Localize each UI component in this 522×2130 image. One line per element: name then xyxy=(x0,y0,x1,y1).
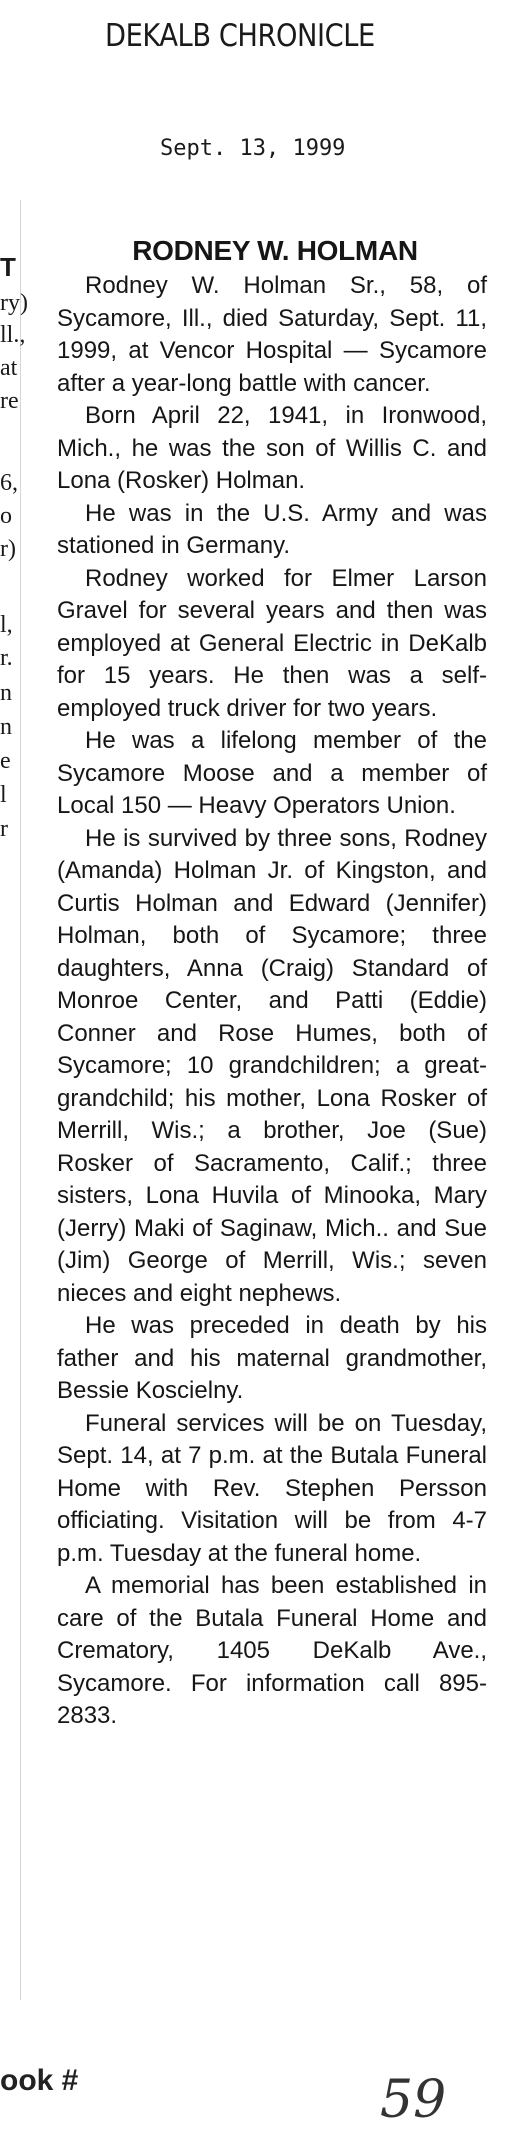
left-fragment: 6, xyxy=(0,470,18,496)
left-fragment: n xyxy=(0,680,12,706)
left-fragment: o xyxy=(0,503,12,529)
left-fragment: ry) xyxy=(0,290,28,316)
article-headline: RODNEY W. HOLMAN xyxy=(132,235,418,266)
article-paragraph: Funeral services will be on Tuesday, Sept. 14, at 7 p.m. at the Butala Funeral Home with Rev. Stephen Persson officiating. Visitation will be from 4-7 p.m. Tuesday at the funeral home. xyxy=(57,1409,487,1567)
article-paragraph: A memorial has been established in care of the Butala Funeral Home and Crematory, 1405 DeKalb Ave., Sycamore. For information call 895-2833. xyxy=(57,1572,487,1729)
adjacent-column-fragments xyxy=(0,0,30,2127)
left-fragment: l xyxy=(0,782,7,808)
article-paragraph: Born April 22, 1941, in Ironwood, Mich., he was the son of Willis C. and Lona (Rosker) Holman. xyxy=(57,402,487,494)
left-fragment: r xyxy=(0,816,8,842)
article-paragraph: He was preceded in death by his father and his maternal grandmother, Bessie Koscielny. xyxy=(57,1312,487,1404)
left-fragment: re xyxy=(0,388,19,414)
left-fragment: e xyxy=(0,748,11,774)
left-fragment: r. xyxy=(0,645,13,671)
article-paragraph: He was a lifelong member of the Sycamore Moose and a member of Local 150 — Heavy Operators Union. xyxy=(57,727,487,819)
handwritten-page-number: 59 xyxy=(380,2070,447,2130)
article-paragraph: Rodney W. Holman Sr., 58, of Sycamore, Ill., died Saturday, Sept. 11, 1999, at Vencor Hospital — Sycamore after a year-long battle with cancer. xyxy=(57,272,487,397)
obituary-article xyxy=(57,236,487,1733)
article-paragraph: He was in the U.S. Army and was stationed in Germany. xyxy=(57,499,487,559)
left-fragment: at xyxy=(0,355,18,381)
article-paragraph: Rodney worked for Elmer Larson Gravel for several years and then was employed at General Electric in DeKalb for 15 years. He then was a self-employed truck driver for two years. xyxy=(57,564,487,722)
left-fragment: n xyxy=(0,714,12,740)
publication-date: Sept. 13, 1999 xyxy=(160,136,346,161)
book-number-fragment: ook # xyxy=(0,2064,79,2097)
left-fragment: T xyxy=(0,252,16,282)
left-fragment: ll., xyxy=(0,322,26,348)
left-fragment: l, xyxy=(0,612,13,638)
newspaper-masthead: DEKALB CHRONICLE xyxy=(105,18,375,54)
article-paragraph: He is survived by three sons, Rodney (Amanda) Holman Jr. of Kingston, and Curtis Holman and Edward (Jennifer) Holman, both of Sycamore; three daughters, Anna (Craig) Standard of Monroe Center, and Patti (Eddie) Conner and Rose Humes, both of Sycamore; 10 grandchildren; a great-grandchild; his mother, Lona Rosker of Merrill, Wis.; a brother, Joe (Sue) Rosker of Sacramento, Calif.; three sisters, Lona Huvila of Minooka, Mary (Jerry) Maki of Saginaw, Mich.. and Sue (Jim) George of Merrill, Wis.; seven nieces and eight nephews. xyxy=(57,824,487,1307)
left-fragment: r) xyxy=(0,536,16,562)
